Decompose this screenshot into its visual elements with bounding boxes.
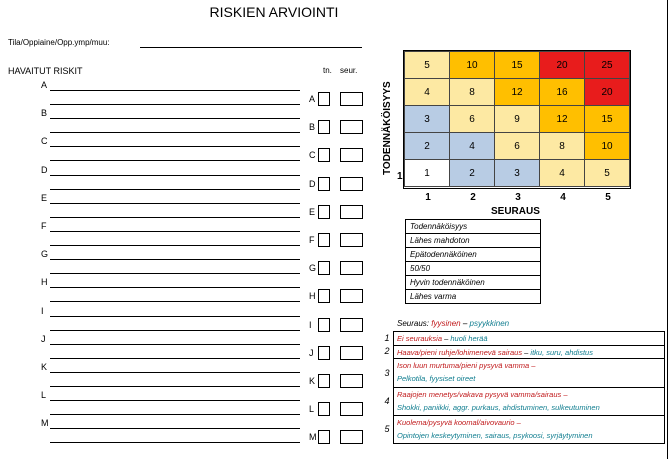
probability-input-box[interactable]: [318, 177, 330, 191]
severity-level-1: [393, 331, 665, 346]
matrix-cell: 8: [450, 79, 495, 106]
risk-row-letter: J: [309, 347, 314, 358]
risk-row-letter: F: [309, 235, 315, 245]
risk-description-line[interactable]: [50, 273, 300, 274]
probability-input-box[interactable]: [318, 92, 330, 106]
risk-description-line[interactable]: [50, 259, 300, 260]
probability-item: Epätodennäköinen: [406, 248, 540, 262]
matrix-cell: 4: [450, 133, 495, 160]
consequence-input-box[interactable]: [340, 346, 363, 360]
risk-row-letter: M: [309, 432, 317, 443]
probability-input-box[interactable]: [318, 402, 330, 416]
severity-psych: huoli herää: [450, 334, 488, 343]
probability-input-box[interactable]: [318, 120, 330, 134]
matrix-x-axis-label: SEURAUS: [491, 206, 540, 217]
risk-description-line[interactable]: [50, 231, 300, 232]
probability-input-box[interactable]: [318, 233, 330, 247]
risk-description-line[interactable]: [50, 132, 300, 133]
risk-row-label: H: [41, 277, 48, 288]
risk-row-label: K: [41, 362, 48, 372]
matrix-row: [405, 79, 630, 106]
matrix-row: [405, 133, 630, 160]
matrix-cell: 8: [540, 133, 585, 160]
risk-description-line[interactable]: [50, 118, 300, 119]
matrix-x-tick: 3: [515, 192, 521, 203]
probability-input-box[interactable]: [318, 374, 330, 388]
matrix-cell: 5: [405, 52, 450, 79]
matrix-cell: 3: [495, 160, 540, 187]
probability-input-box[interactable]: [318, 318, 330, 332]
risk-row-label: I: [41, 305, 44, 316]
severity-heading-prefix: Seuraus:: [397, 319, 430, 328]
severity-heading-physical: fyysinen: [431, 319, 461, 328]
risk-row-letter: B: [309, 122, 316, 133]
page-title: RISKIEN ARVIOINTI: [209, 4, 339, 20]
severity-psych: Pelkotila, fyysiset oireet: [397, 374, 476, 383]
matrix-cell: 4: [540, 160, 585, 187]
consequence-input-box[interactable]: [340, 233, 363, 247]
risk-description-line[interactable]: [50, 358, 300, 359]
risk-row-letter: K: [309, 376, 316, 386]
matrix-y-axis-label: TODENNÄKÖISYYS: [382, 81, 393, 175]
risk-description-line[interactable]: [50, 344, 300, 345]
severity-physical: Ei seurauksia: [397, 334, 443, 343]
risk-row-label: F: [41, 221, 47, 231]
severity-physical: Haava/pieni ruhje/lohimenevä sairaus: [397, 348, 523, 357]
probability-item: Hyvin todennäköinen: [406, 276, 540, 290]
risk-row-letter: D: [309, 178, 316, 189]
risk-description-line[interactable]: [50, 330, 300, 331]
risk-row-letter: I: [309, 319, 312, 330]
severity-physical: Ison luun murtuma/pieni pysyvä vamma –: [397, 361, 536, 370]
probability-input-box[interactable]: [318, 430, 330, 444]
risk-description-line[interactable]: [50, 372, 300, 373]
severity-level-number: 4: [384, 396, 390, 406]
risk-description-line[interactable]: [50, 104, 300, 105]
consequence-input-box[interactable]: [340, 148, 363, 162]
risk-description-line[interactable]: [50, 287, 300, 288]
consequence-input-box[interactable]: [340, 374, 363, 388]
matrix-cell: 5: [585, 160, 630, 187]
matrix-cell: 9: [495, 106, 540, 133]
risk-description-line[interactable]: [50, 160, 300, 161]
matrix-cell: 6: [495, 133, 540, 160]
matrix-cell: 3: [405, 106, 450, 133]
matrix-cell: 12: [495, 79, 540, 106]
risk-description-line[interactable]: [50, 301, 300, 302]
probability-legend: [405, 219, 541, 304]
matrix-row: [405, 52, 630, 79]
matrix-cell: 1: [405, 160, 450, 187]
risk-row-label: A: [41, 80, 48, 90]
consequence-input-box[interactable]: [340, 205, 363, 219]
matrix-cell: 12: [540, 106, 585, 133]
matrix-x-tick: 4: [560, 192, 566, 203]
matrix-x-tick: 2: [470, 192, 476, 203]
risk-row-letter: C: [309, 150, 316, 161]
severity-heading: [397, 319, 509, 328]
risk-description-line[interactable]: [50, 203, 300, 204]
severity-level-3: [393, 358, 665, 388]
risk-description-line[interactable]: [50, 386, 300, 387]
severity-level-4: [393, 387, 665, 416]
risks-heading: HAVAITUT RISKIT: [8, 66, 83, 76]
risk-description-line[interactable]: [50, 175, 300, 176]
risk-row-label: L: [41, 390, 47, 401]
risk-matrix: [404, 51, 630, 187]
location-label: Tila/Oppiaine/Opp.ymp/muu:: [8, 38, 110, 47]
severity-physical: Raajojen menetys/vakava pysyvä vamma/sairaus –: [397, 390, 568, 399]
matrix-cell: 20: [585, 79, 630, 106]
risk-row-letter: A: [309, 94, 316, 104]
severity-level-number: 2: [384, 346, 390, 356]
risk-description-line[interactable]: [50, 442, 300, 443]
severity-psych: Shokki, paniikki, aggr. purkaus, ahdistuminen, sulkeutuminen: [397, 403, 600, 412]
matrix-cell: 20: [540, 52, 585, 79]
consequence-input-box[interactable]: [340, 289, 363, 303]
severity-level-5: [393, 415, 665, 444]
location-field[interactable]: [140, 47, 362, 48]
probability-item: Lähes mahdoton: [406, 234, 540, 248]
risk-description-line[interactable]: [50, 400, 300, 401]
col-header-probability: tn.: [323, 66, 332, 75]
probability-input-box[interactable]: [318, 205, 330, 219]
severity-sep: –: [522, 348, 531, 357]
risk-description-line[interactable]: [50, 428, 300, 429]
consequence-input-box[interactable]: [340, 318, 363, 332]
probability-input-box[interactable]: [318, 261, 330, 275]
severity-psych: Opintojen keskeytyminen, sairaus, psykoosi, syrjäytyminen: [397, 431, 593, 440]
probability-input-box[interactable]: [318, 148, 330, 162]
consequence-input-box[interactable]: [340, 120, 363, 134]
matrix-cell: 6: [450, 106, 495, 133]
matrix-cell: 10: [450, 52, 495, 79]
matrix-cell: 15: [495, 52, 540, 79]
risk-row-label: M: [41, 418, 49, 429]
severity-level-number: 3: [384, 368, 390, 378]
risk-row-label: J: [41, 333, 46, 344]
matrix-cell: 10: [585, 133, 630, 160]
risk-row-letter: L: [309, 404, 315, 415]
probability-input-box[interactable]: [318, 346, 330, 360]
risk-description-line[interactable]: [50, 217, 300, 218]
consequence-input-box[interactable]: [340, 261, 363, 275]
risk-description-line[interactable]: [50, 316, 300, 317]
matrix-cell: 4: [405, 79, 450, 106]
matrix-row: [405, 106, 630, 133]
matrix-x-tick: 5: [605, 192, 611, 203]
severity-level-number: 5: [384, 424, 390, 434]
probability-input-box[interactable]: [318, 289, 330, 303]
severity-sep: –: [442, 334, 451, 343]
severity-level-2: [393, 345, 665, 359]
risk-description-line[interactable]: [50, 146, 300, 147]
consequence-input-box[interactable]: [340, 92, 363, 106]
probability-item: Lähes varma: [410, 292, 457, 301]
probability-item: 50/50: [406, 262, 540, 276]
risk-description-line[interactable]: [50, 90, 300, 91]
risk-description-line[interactable]: [50, 245, 300, 246]
matrix-y-origin: 1: [397, 171, 403, 182]
consequence-input-box[interactable]: [340, 430, 363, 444]
severity-psych: itku, suru, ahdistus: [530, 348, 593, 357]
severity-level-number: 1: [384, 333, 390, 343]
severity-physical: Kuolema/pysyvä koomal/aivovaurio –: [397, 418, 521, 427]
risk-row-letter: H: [309, 291, 316, 302]
probability-heading: Todennäköisyys: [406, 220, 540, 234]
matrix-cell: 25: [585, 52, 630, 79]
risk-row-label: E: [41, 192, 48, 203]
risk-row-label: C: [41, 136, 48, 147]
matrix-cell: 2: [450, 160, 495, 187]
consequence-input-box[interactable]: [340, 177, 363, 191]
risk-row-label: D: [41, 164, 48, 175]
consequence-input-box[interactable]: [340, 402, 363, 416]
risk-row-letter: G: [309, 263, 317, 274]
risk-row-label: B: [41, 108, 48, 119]
severity-heading-sep: –: [462, 319, 468, 328]
matrix-cell: 2: [405, 133, 450, 160]
matrix-x-tick: 1: [425, 192, 431, 203]
risk-row-letter: E: [309, 206, 316, 217]
col-header-consequence: seur.: [340, 66, 358, 75]
matrix-cell: 15: [585, 106, 630, 133]
risk-description-line[interactable]: [50, 414, 300, 415]
matrix-row: [405, 160, 630, 187]
risk-description-line[interactable]: [50, 189, 300, 190]
matrix-cell: 16: [540, 79, 585, 106]
severity-heading-psych: psyykkinen: [469, 319, 510, 328]
risk-row-label: G: [41, 249, 49, 260]
